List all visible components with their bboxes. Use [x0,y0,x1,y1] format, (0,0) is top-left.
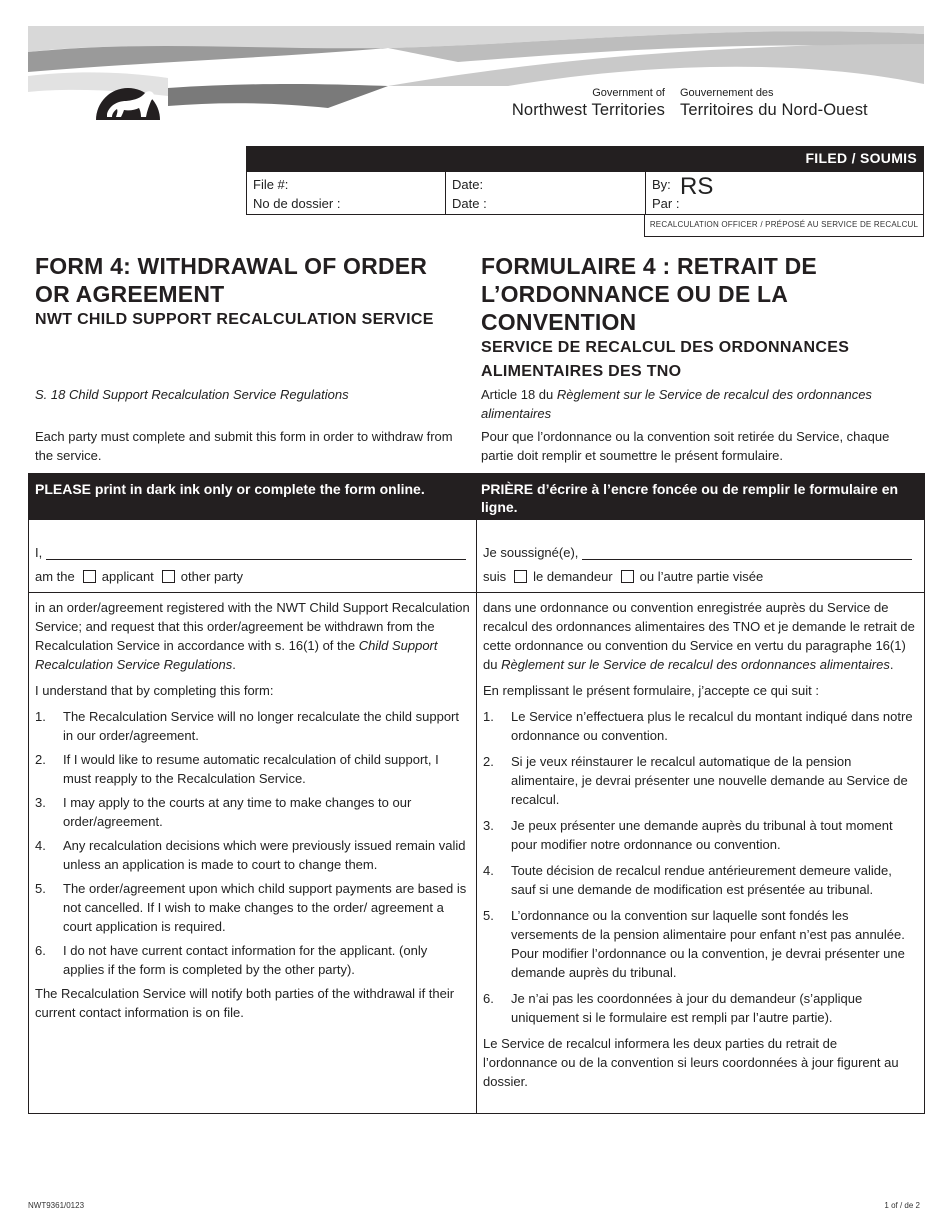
recalculation-officer-label: RECALCULATION OFFICER / PRÉPOSÉ AU SERVICE DE RECALCUL [644,215,924,237]
date-label-en: Date: [452,177,484,192]
regulation-reference-fr [481,385,921,423]
list-item: 6. I do not have current contact information for the applicant. (only applies if the form is completed by the other party). [35,943,428,977]
applicant-label: applicant [101,568,154,584]
by-label-fr: Par : [652,196,680,211]
filed-box [246,146,924,215]
suis-label: suis [483,568,507,584]
demandeur-checkbox[interactable] [514,570,527,583]
identity-section-en [35,541,470,585]
autre-partie-label: ou l’autre partie visée [639,568,764,584]
filed-row [246,172,924,215]
form-title-english [35,252,465,332]
applicant-checkbox[interactable] [83,570,96,583]
nwt-polar-bear-logo-icon [95,64,161,120]
column-divider [476,520,477,1114]
name-label-en: I, [35,545,43,560]
page-number: 1 of / de 2 [884,1201,920,1210]
section-divider [29,592,924,593]
form-main-box [28,473,925,1114]
body-en-understand: I understand that by completing this form: [35,683,274,698]
gov-fr-big: Territoires du Nord-Ouest [680,101,868,119]
list-item: 2. Si je veux réinstaurer le recalcul automatique de la pension alimentaire, je devrai présenter une nouvelle demande au Service de recalcul. [483,754,908,807]
date-label-fr: Date : [452,196,487,211]
intro-text-en: Each party must complete and submit this form in order to withdraw from the service. [35,429,453,463]
body-fr-intro: dans une ordonnance ou convention enregistrée auprès du Service de recalcul des ordonnances alimentaires des TNO et je demande le retrait de cette ordonnance ou convention du Service en vertu du paragraphe 16(1) du Règlement sur le Service de recalcul des ordonnances alimentaires. [483,600,915,672]
body-en-intro: in an order/agreement registered with the NWT Child Support Recalculation Service; and request that this order/agreement be withdrawn from the Recalculation Service in accordance with s. 16(1) of the Child Support Recalculation Service Regulations. [35,600,470,672]
filed-by-field[interactable] [646,172,923,214]
demandeur-label: le demandeur [533,568,613,584]
list-item: 1. The Recalculation Service will no longer recalculate the child support in our order/agreement. [35,709,459,743]
gov-en-big: Northwest Territories [511,101,665,119]
list-item: 5. L’ordonnance ou la convention sur laquelle sont fondés les versements de la pension alimentaire pour enfant n’est pas annulée. Pour modifier l’ordonnance ou la convention, je devrai présenter une demande auprès du tribunal. [483,908,905,980]
title-fr-sub: SERVICE DE RECALCUL DES ORDONNANCES ALIMENTAIRES DES TNO [481,339,850,380]
filed-by-value: RS [680,173,714,200]
regulation-reference-en: S. 18 Child Support Recalculation Service Regulations [35,387,349,402]
gov-fr-small: Gouvernement des [680,87,774,99]
instruction-bar [29,474,924,520]
reg-fr-italic: Règlement sur le Service de recalcul des ordonnances alimentaires [481,387,872,421]
instruction-en: PLEASE print in dark ink only or complete the form online. [35,481,425,497]
other-party-label: other party [180,568,243,584]
body-english [35,598,470,1029]
list-item: 3. Je peux présenter une demande auprès du tribunal à tout moment pour modifier notre ordonnance ou convention. [483,818,893,852]
file-number-field[interactable] [247,172,446,214]
gov-en-small: Government of [592,87,665,99]
list-item: 1. Le Service n’effectuera plus le recalcul du montant indiqué dans notre ordonnance ou convention. [483,709,913,743]
body-fr-list [483,707,915,1027]
body-en-list [35,707,470,979]
file-label-fr: No de dossier : [253,196,341,211]
list-item: 2. If I would like to resume automatic recalculation of child support, I must reapply to the Recalculation Service. [35,752,439,786]
autre-partie-checkbox[interactable] [621,570,634,583]
body-french [483,598,915,1098]
form-title-french [481,252,921,384]
other-party-checkbox[interactable] [162,570,175,583]
am-the-label: am the [35,568,75,584]
list-item: 6. Je n’ai pas les coordonnées à jour du demandeur (s’applique uniquement si le formulaire est rempli par l’autre partie). [483,991,863,1025]
list-item: 4. Toute décision de recalcul rendue antérieurement demeure valide, sauf si une demande de modification est présentée au tribunal. [483,863,892,897]
filed-date-field[interactable] [446,172,646,214]
identity-section-fr [483,541,918,585]
name-input-en[interactable] [46,546,466,560]
title-fr-main: FORMULAIRE 4 : RETRAIT DE L’ORDONNANCE OU DE LA CONVENTION [481,253,817,335]
form-code: NWT9361/0123 [28,1201,85,1210]
by-label-en: By: [652,177,671,192]
name-input-fr[interactable] [582,546,912,560]
reg-fr-prefix: Article 18 du [481,387,557,402]
government-name-french [680,86,890,120]
body-en-notify: The Recalculation Service will notify both parties of the withdrawal if their current contact information is on file. [35,986,455,1020]
body-fr-understand: En remplissant le présent formulaire, j’accepte ce qui suit : [483,683,819,698]
intro-text-fr: Pour que l’ordonnance ou la convention soit retirée du Service, chaque partie doit remplir et soumettre le présent formulaire. [481,429,890,463]
government-name-english [500,86,665,120]
list-item: 4. Any recalculation decisions which were previously issued remain valid unless an application is made to court to change them. [35,838,466,872]
file-label-en: File #: [253,177,289,192]
title-en-sub: NWT CHILD SUPPORT RECALCULATION SERVICE [35,311,434,328]
list-item: 5. The order/agreement upon which child support payments are based is not cancelled. If I wish to make changes to the order/ agreement a court application is required. [35,881,467,934]
list-item: 3. I may apply to the courts at any time to make changes to our order/agreement. [35,795,412,829]
filed-header: FILED / SOUMIS [246,146,924,172]
body-fr-notify: Le Service de recalcul informera les deux parties du retrait de l’ordonnance ou de la convention si leurs coordonnées à jour figurent au dossier. [483,1036,899,1089]
title-en-main: FORM 4: WITHDRAWAL OF ORDER OR AGREEMENT [35,253,428,307]
instruction-fr: PRIÈRE d’écrire à l’encre foncée ou de remplir le formulaire en ligne. [481,481,899,515]
name-label-fr: Je soussigné(e), [483,545,579,560]
